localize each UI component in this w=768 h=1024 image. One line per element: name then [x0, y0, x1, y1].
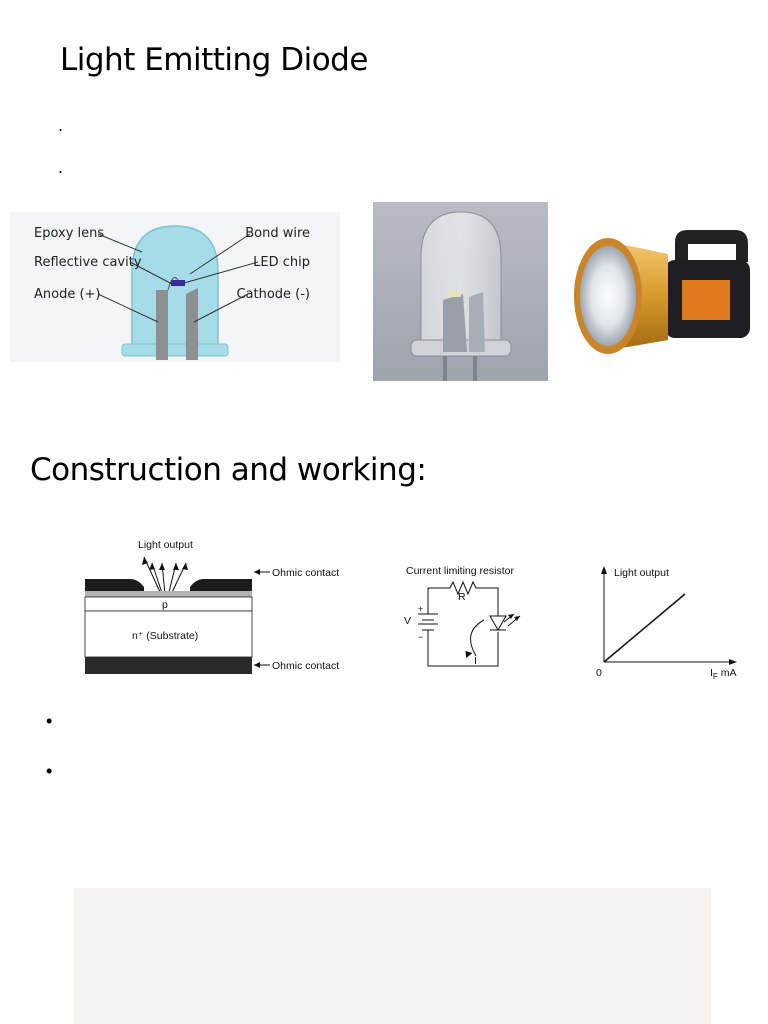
- construction-diagram: [80, 535, 350, 680]
- light-output-graph: [588, 560, 743, 685]
- graph-ylabel: Light output: [614, 567, 669, 579]
- label-epoxy-lens: Epoxy lens: [34, 226, 105, 241]
- svg-text:+: +: [418, 604, 424, 614]
- bottom-panel: [74, 888, 711, 1024]
- bullet-point: •: [46, 761, 53, 781]
- bullet-point: .: [58, 115, 64, 135]
- label-ohmic-contact-top: Ohmic contact: [272, 567, 340, 579]
- graph-xlabel: $I_F$ mA: [710, 667, 737, 681]
- label-cathode: Cathode (-): [236, 287, 310, 302]
- graph-line: [604, 594, 685, 662]
- label-resistor: R: [458, 591, 466, 603]
- page-title: Light Emitting Diode: [60, 42, 368, 78]
- label-bond-wire: Bond wire: [245, 226, 310, 241]
- graph-origin: 0: [596, 667, 602, 679]
- svg-text:−: −: [418, 632, 424, 642]
- label-current: I: [474, 655, 477, 667]
- label-current-limiting-resistor: Current limiting resistor: [406, 565, 514, 577]
- label-reflective-cavity: Reflective cavity: [34, 255, 142, 270]
- label-ohmic-contact-bottom: Ohmic contact: [272, 660, 340, 672]
- label-p-region: p: [162, 599, 168, 611]
- section-title: Construction and working:: [30, 452, 427, 488]
- led-structure-diagram: [10, 212, 340, 362]
- label-substrate: n⁺ (Substrate): [132, 630, 199, 642]
- bullet-point: •: [46, 711, 53, 731]
- label-light-output: Light output: [138, 539, 193, 551]
- label-led-chip: LED chip: [253, 255, 310, 270]
- label-anode: Anode (+): [34, 287, 101, 302]
- label-voltage: V: [404, 615, 412, 627]
- led-photo-icon: [373, 202, 548, 381]
- bullet-point: .: [58, 157, 64, 177]
- torch-photo-icon: [570, 222, 755, 357]
- circuit-diagram: [398, 560, 538, 672]
